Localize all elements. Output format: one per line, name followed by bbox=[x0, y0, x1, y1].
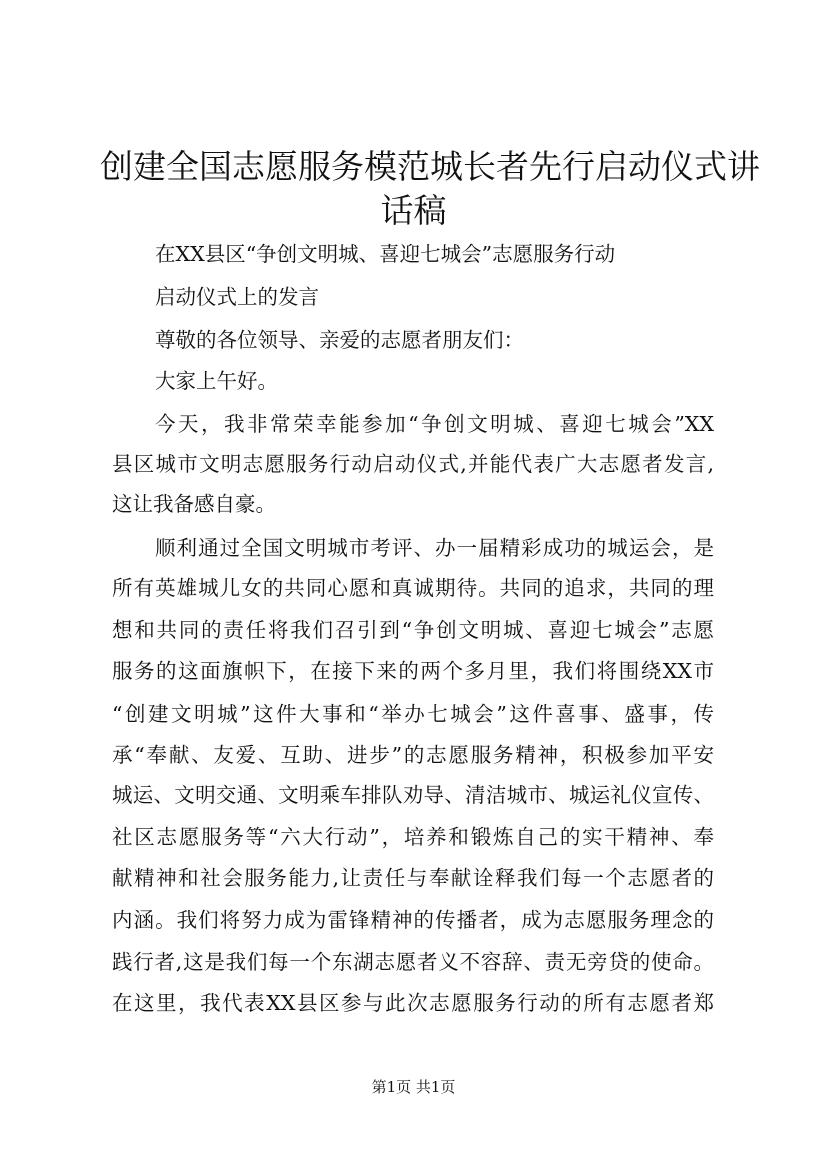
paragraph-line: 今天，我非常荣幸能参加“争创文明城、喜迎七城会”XX bbox=[155, 412, 714, 436]
paragraph-line: 承“奉献、友爱、互助、进步”的志愿服务精神，积极参加平安 bbox=[112, 743, 714, 767]
greeting: 大家上午好。 bbox=[155, 369, 278, 393]
paragraph-line: “创建文明城”这件大事和“举办七城会”这件喜事、盛事，传 bbox=[112, 702, 714, 726]
paragraph-line: 所有英雄城儿女的共同心愿和真诚期待。共同的追求，共同的理 bbox=[112, 576, 714, 600]
document-title-line-1: 创建全国志愿服务模范城长者先行启动仪式讲 bbox=[100, 147, 760, 186]
paragraph-line: 服务的这面旗帜下，在接下来的两个多月里，我们将围绕XX市 bbox=[112, 659, 714, 683]
paragraph-line: 城运、文明交通、文明乘车排队劝导、清洁城市、城运礼仪宣传、 bbox=[112, 783, 714, 807]
subtitle-line-1: 在XX县区“争创文明城、喜迎七城会”志愿服务行动 bbox=[155, 242, 616, 266]
paragraph-line: 社区志愿服务等“六大行动”，培养和锻炼自己的实干精神、奉 bbox=[112, 825, 714, 849]
paragraph-line: 顺利通过全国文明城市考评、办一届精彩成功的城运会，是 bbox=[155, 536, 714, 560]
paragraph-line: 县区城市文明志愿服务行动启动仪式,并能代表广大志愿者发言, bbox=[112, 452, 714, 476]
page-number-footer: 第1页 共1页 bbox=[371, 1078, 456, 1096]
paragraph-line: 想和共同的责任将我们召引到“争创文明城、喜迎七城会”志愿 bbox=[112, 618, 714, 642]
document-title-line-2: 话稿 bbox=[380, 191, 447, 230]
salutation: 尊敬的各位领导、亲爱的志愿者朋友们： bbox=[155, 328, 524, 352]
paragraph-line: 践行者,这是我们每一个东湖志愿者义不容辞、责无旁贷的使命。 bbox=[112, 950, 714, 974]
paragraph-line: 献精神和社会服务能力,让责任与奉献诠释我们每一个志愿者的 bbox=[112, 866, 714, 890]
paragraph-line: 在这里，我代表XX县区参与此次志愿服务行动的所有志愿者郑 bbox=[112, 991, 714, 1015]
paragraph-line: 这让我备感自豪。 bbox=[112, 492, 276, 516]
subtitle-line-2: 启动仪式上的发言 bbox=[155, 285, 319, 309]
paragraph-line: 内涵。我们将努力成为雷锋精神的传播者，成为志愿服务理念的 bbox=[112, 908, 714, 932]
